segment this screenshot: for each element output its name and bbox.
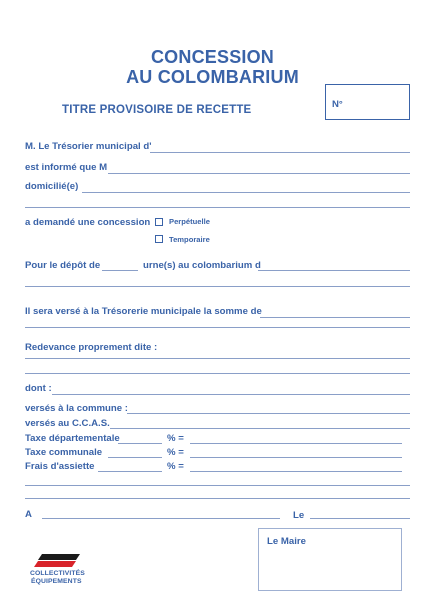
depot-count-field[interactable]: [102, 270, 138, 271]
frais-amount-field[interactable]: [190, 471, 402, 472]
title-line-1: CONCESSION: [150, 47, 275, 67]
logo-text-line-2: ÉQUIPEMENTS: [31, 578, 82, 585]
taxe-dep-amount-field[interactable]: [190, 443, 402, 444]
perpetuelle-checkbox[interactable]: [155, 218, 163, 226]
colombarium-field[interactable]: [258, 270, 410, 271]
urnes-label: urne(s) au colombarium d: [143, 260, 261, 271]
domicilie-label: domicilié(e): [25, 181, 79, 192]
redevance-label: Redevance proprement dite :: [25, 342, 158, 353]
informe-field[interactable]: [108, 173, 410, 174]
concession-label: a demandé une concession: [25, 217, 151, 228]
ccas-label: versés au C.C.A.S.: [25, 418, 110, 429]
taxe-dep-label: Taxe départementale: [25, 433, 120, 444]
frais-label: Frais d'assiette: [25, 461, 95, 472]
date-field[interactable]: [310, 518, 410, 519]
maire-signature-box[interactable]: [258, 528, 402, 591]
number-label: N°: [332, 99, 343, 110]
separator-line-1: [25, 485, 410, 486]
domicilie-field-2[interactable]: [25, 207, 410, 208]
maire-label: Le Maire: [267, 536, 306, 547]
redevance-field[interactable]: [25, 358, 410, 359]
somme-field-2[interactable]: [25, 327, 410, 328]
somme-label: Il sera versé à la Trésorerie municipale la somme de: [25, 306, 262, 317]
commune-field[interactable]: [127, 413, 410, 414]
taxe-dep-rate-field[interactable]: [118, 443, 162, 444]
taxe-com-label: Taxe communale: [25, 447, 103, 458]
depot-label: Pour le dépôt de: [25, 260, 101, 271]
tresorier-field[interactable]: [150, 152, 410, 153]
taxe-com-rate-field[interactable]: [108, 457, 162, 458]
separator-line-2: [25, 498, 410, 499]
document-subtitle: TITRE PROVISOIRE DE RECETTE: [62, 104, 252, 116]
domicilie-field[interactable]: [82, 192, 410, 193]
logo-mark-icon: [28, 551, 88, 569]
temporaire-label: Temporaire: [169, 235, 210, 244]
logo-text-line-1: COLLECTIVITÉS: [30, 570, 85, 577]
tresorier-label: M. Le Trésorier municipal d': [25, 141, 152, 152]
title-line-2: AU COLOMBARIUM: [126, 67, 299, 87]
number-box[interactable]: [325, 84, 410, 120]
frais-rate-field[interactable]: [98, 471, 162, 472]
somme-field[interactable]: [260, 317, 410, 318]
redevance-field-2[interactable]: [25, 373, 410, 374]
frais-pct: % =: [167, 461, 184, 472]
informe-label: est informé que M: [25, 162, 108, 173]
dont-field[interactable]: [52, 394, 410, 395]
commune-label: versés à la commune :: [25, 403, 128, 414]
depot-field-2[interactable]: [25, 286, 410, 287]
date-label: Le: [293, 510, 305, 521]
taxe-dep-pct: % =: [167, 433, 184, 444]
lieu-field[interactable]: [42, 518, 280, 519]
ccas-field[interactable]: [110, 428, 410, 429]
taxe-com-pct: % =: [167, 447, 184, 458]
perpetuelle-label: Perpétuelle: [169, 217, 210, 226]
collectivites-equipements-logo: [28, 551, 88, 589]
temporaire-checkbox[interactable]: [155, 235, 163, 243]
taxe-com-amount-field[interactable]: [190, 457, 402, 458]
dont-label: dont :: [25, 383, 52, 394]
lieu-label: A: [25, 509, 32, 520]
